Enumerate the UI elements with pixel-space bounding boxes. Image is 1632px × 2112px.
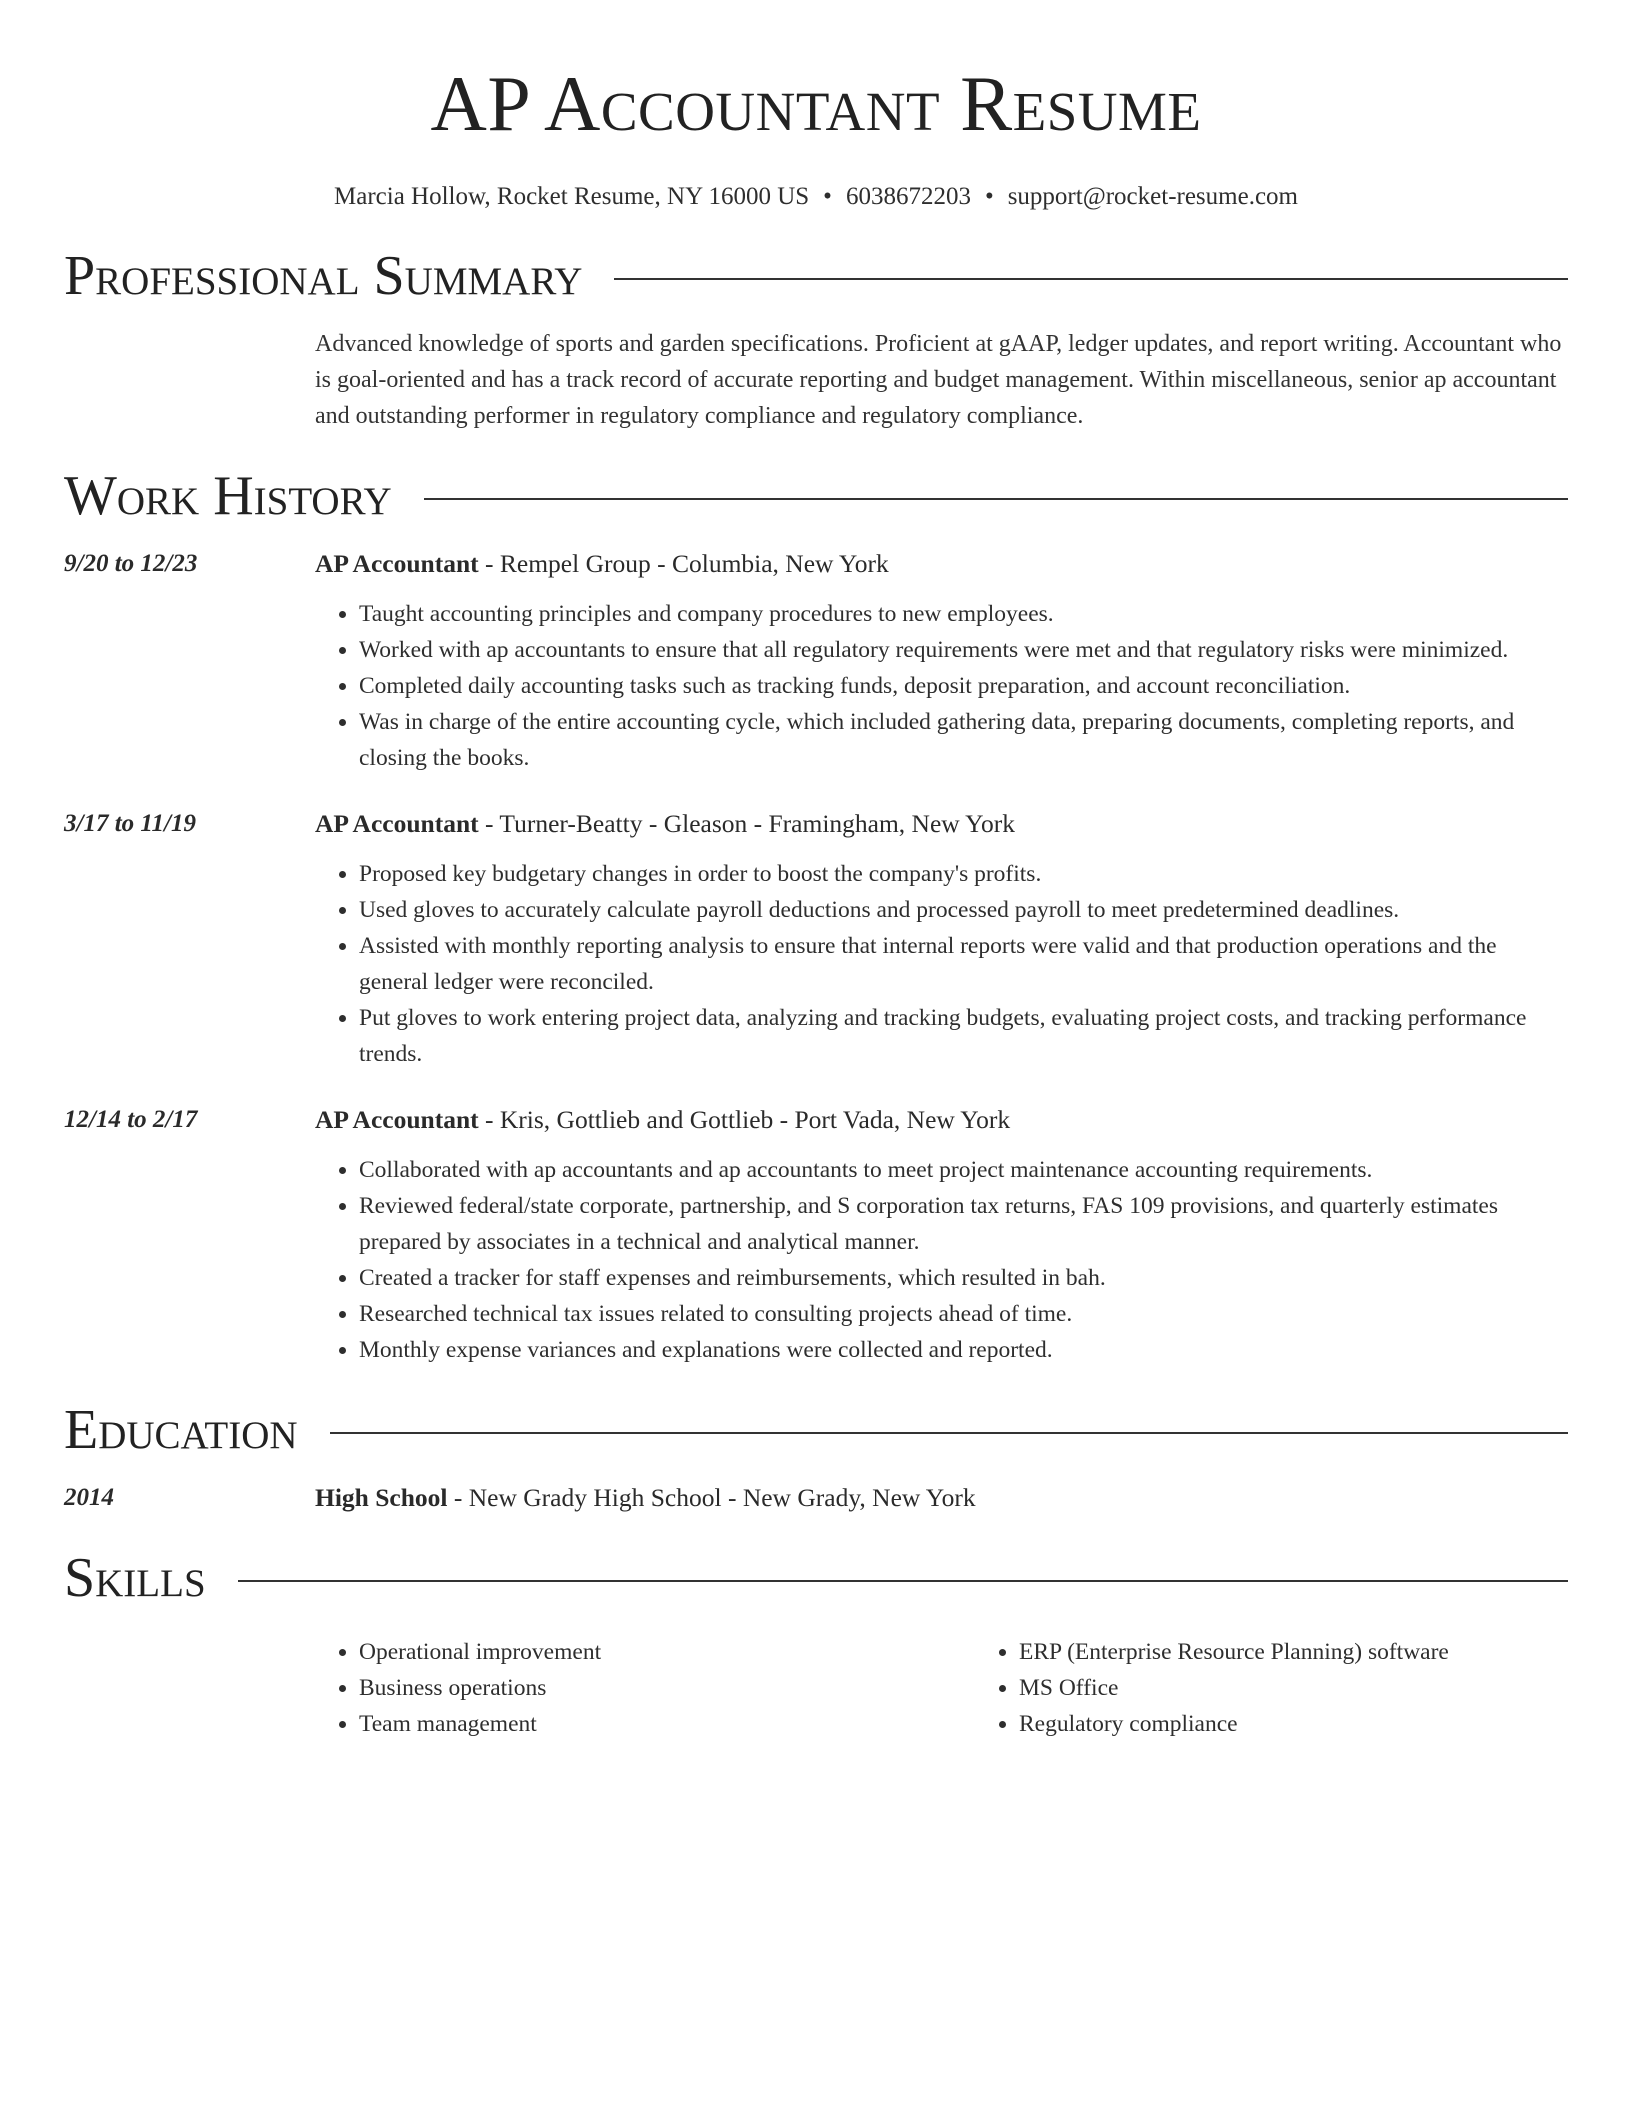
skill-item: • ERP (Enterprise Resource Planning) software <box>1019 1634 1449 1670</box>
job-bullet: • Monthly expense variances and explanations were collected and reported. <box>359 1332 1568 1368</box>
skill-item: • Operational improvement <box>359 1634 975 1670</box>
summary-text: Advanced knowledge of sports and garden specifications. Proficient at gAAP, ledger updates, and report writing. Accountant who is goal-oriented and has a track record of accurate reporting and budget management. Within miscellaneous, senior ap accountant and outstanding performer in regulatory compliance and regulatory compliance. <box>315 331 1562 429</box>
contact-separator: • <box>823 183 832 210</box>
job-bullets <box>315 1152 1568 1368</box>
job-entry <box>64 806 1568 1072</box>
job-bullet: • Used gloves to accurately calculate payroll deductions and processed payroll to meet predetermined deadlines. <box>359 892 1568 928</box>
resume-title: AP Accountant Resume <box>430 60 1202 147</box>
job-details: - Turner-Beatty - Gleason - Framingham, New York <box>478 809 1015 838</box>
skills-section-header <box>64 1542 1568 1614</box>
job-bullet: • Collaborated with ap accountants and ap accountants to meet project maintenance accounting requirements. <box>359 1152 1568 1188</box>
skills-column-right <box>975 1634 1449 1742</box>
section-divider <box>238 1580 1568 1582</box>
job-header <box>315 806 1568 842</box>
summary-heading: Professional Summary <box>64 245 583 307</box>
section-divider <box>424 498 1568 500</box>
skill-item: • Business operations <box>359 1670 975 1706</box>
job-bullets <box>315 856 1568 1072</box>
contact-line <box>64 180 1568 214</box>
contact-separator: • <box>984 183 994 210</box>
education-details: - New Grady High School - New Grady, New York <box>447 1483 976 1512</box>
education-heading: Education <box>64 1399 298 1461</box>
section-divider <box>330 1432 1568 1434</box>
job-dates: 3/17 to 11/19 <box>64 810 196 837</box>
skills-heading: Skills <box>64 1547 206 1609</box>
job-bullet: • Was in charge of the entire accounting cycle, which included gathering data, preparing documents, completing reports, and closing the books. <box>359 704 1568 776</box>
job-title: AP Accountant <box>315 1105 479 1134</box>
job-entry <box>64 1102 1568 1368</box>
skills-grid <box>315 1634 1568 1742</box>
job-entry <box>64 546 1568 776</box>
job-bullet: • Assisted with monthly reporting analysis to ensure that internal reports were valid and that production operations and the general ledger were reconciled. <box>359 928 1568 1000</box>
job-details: - Kris, Gottlieb and Gottlieb - Port Vada, New York <box>478 1105 1011 1134</box>
job-dates: 12/14 to 2/17 <box>64 1106 198 1133</box>
section-divider <box>614 278 1568 280</box>
job-bullet: • Researched technical tax issues related to consulting projects ahead of time. <box>359 1296 1568 1332</box>
job-bullet: • Taught accounting principles and company procedures to new employees. <box>359 596 1568 632</box>
work-heading: Work History <box>64 465 392 527</box>
summary-section-header <box>64 240 1568 312</box>
summary-row <box>64 326 1568 434</box>
job-bullet: • Proposed key budgetary changes in order to boost the company's profits. <box>359 856 1568 892</box>
education-year: 2014 <box>64 1484 114 1511</box>
job-bullet: • Worked with ap accountants to ensure that all regulatory requirements were met and that regulatory risks were minimized. <box>359 632 1568 668</box>
skill-item: • MS Office <box>1019 1670 1449 1706</box>
job-title: AP Accountant <box>315 549 479 578</box>
contact-email: support@rocket-resume.com <box>1007 183 1298 210</box>
job-bullet: • Put gloves to work entering project data, analyzing and tracking budgets, evaluating project costs, and tracking performance trends. <box>359 1000 1568 1072</box>
contact-address: Marcia Hollow, Rocket Resume, NY 16000 US <box>334 183 810 210</box>
skills-column-left <box>315 1634 975 1742</box>
skill-item: • Regulatory compliance <box>1019 1706 1449 1742</box>
job-bullets <box>315 596 1568 776</box>
job-header <box>315 546 1568 582</box>
skills-row <box>64 1614 1568 1742</box>
education-entry <box>64 1480 1568 1516</box>
skill-item: • Team management <box>359 1706 975 1742</box>
job-title: AP Accountant <box>315 809 479 838</box>
job-dates: 9/20 to 12/23 <box>64 550 198 577</box>
education-section-header <box>64 1394 1568 1466</box>
job-bullet: • Completed daily accounting tasks such as tracking funds, deposit preparation, and account reconciliation. <box>359 668 1568 704</box>
work-section-header <box>64 460 1568 532</box>
job-bullet: • Created a tracker for staff expenses and reimbursements, which resulted in bah. <box>359 1260 1568 1296</box>
contact-phone: 6038672203 <box>845 183 971 210</box>
job-bullet: • Reviewed federal/state corporate, partnership, and S corporation tax returns, FAS 109 provisions, and quarterly estimates prepared by associates in a technical and analytical manner. <box>359 1188 1568 1260</box>
education-degree: High School <box>315 1483 448 1512</box>
job-header <box>315 1102 1568 1138</box>
job-details: - Rempel Group - Columbia, New York <box>478 549 889 578</box>
